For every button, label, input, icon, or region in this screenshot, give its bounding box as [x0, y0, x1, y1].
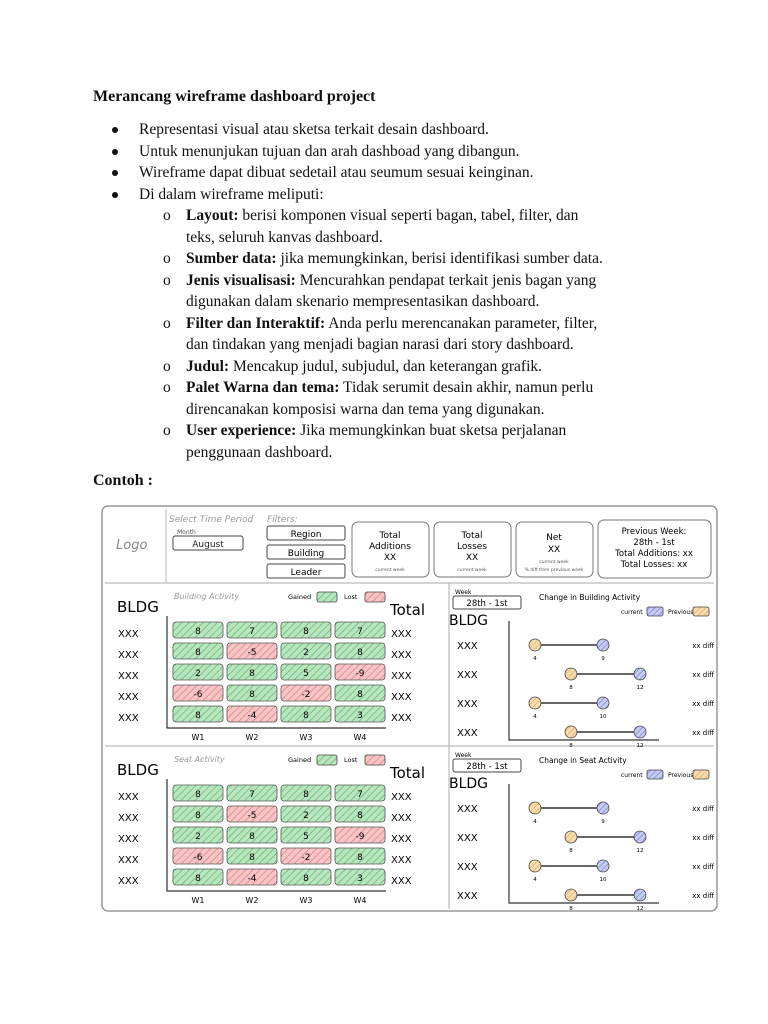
sub-bullet-user-experience: o User experience: Jika memungkinkan buat sketsa perjalanan penggunaan dashboard. [163, 422, 567, 461]
grid-cell-value: 8 [195, 790, 201, 800]
dumbbell-previous-point [529, 639, 541, 651]
grid-cell-value: -5 [247, 811, 257, 821]
grid-cell-value: -2 [301, 853, 311, 863]
grid-cell-value: 2 [303, 811, 309, 821]
total-label: Total [390, 764, 426, 782]
row-label: XXX [118, 671, 139, 682]
logo: Logo [116, 538, 148, 553]
kpi-text: Additions [369, 542, 411, 552]
legend-lost: Lost [344, 593, 358, 601]
dumbbell-tick: 4 [533, 714, 537, 720]
grid-cell-value: 2 [195, 832, 201, 842]
grid-cell-value: -9 [355, 832, 365, 842]
week-label: W3 [299, 896, 313, 905]
diff-label: xx diff [692, 892, 714, 900]
legend-gained-swatch [317, 755, 337, 765]
kpi-text: XX [547, 545, 561, 555]
grid-cell-value: -2 [301, 690, 311, 700]
filter-building-label: Building [287, 549, 325, 559]
legend-gained: Gained [288, 756, 312, 764]
grid-cell-value: 8 [357, 690, 363, 700]
kpi-sub: % diff from previous week [524, 568, 584, 573]
kpi-text: Total [461, 531, 483, 541]
dumbbell-previous-point [565, 668, 577, 680]
dumbbell-tick: 12 [636, 848, 644, 854]
diff-label: xx diff [692, 805, 714, 813]
dumbbell-previous-point [529, 802, 541, 814]
grid-cell-value: 8 [303, 874, 309, 884]
prev-week-text: Total Losses: xx [620, 560, 688, 570]
row-label: XXX [457, 699, 478, 710]
kpi-text: Total [379, 531, 401, 541]
diff-label: xx diff [692, 671, 714, 679]
dumbbell-tick: 4 [533, 819, 537, 825]
legend-current-swatch [647, 770, 663, 779]
grid-cell-value: 8 [357, 811, 363, 821]
example-heading: Contoh : [93, 472, 154, 489]
kpi-sub: current week [539, 560, 569, 565]
dumbbell-tick: 8 [569, 848, 573, 854]
grid-cell-value: 8 [303, 711, 309, 721]
grid-cell-value: 5 [303, 669, 309, 679]
row-label: XXX [118, 834, 139, 845]
diff-label: xx diff [692, 700, 714, 708]
dumbbell-current-point [634, 668, 646, 680]
legend-lost-swatch [365, 755, 385, 765]
sub-bullet-sumber-data: o Sumber data: jika memungkinkan, berisi identifikasi sumber data. [163, 250, 603, 267]
dumbbell-tick: 4 [533, 877, 537, 883]
grid-cell-value: 8 [357, 648, 363, 658]
legend-previous: Previous [668, 772, 694, 779]
dumbbell-tick: 9 [601, 819, 605, 825]
grid-cell-value: 8 [357, 853, 363, 863]
kpi-text: XX [465, 553, 479, 563]
legend-previous-swatch [693, 607, 709, 616]
legend-current: current [621, 609, 643, 616]
grid-cell-value: -9 [355, 669, 365, 679]
grid-cell-value: 8 [195, 874, 201, 884]
row-label: XXX [118, 629, 139, 640]
grid-cell-value: 7 [249, 627, 255, 637]
week-label: W4 [353, 896, 367, 905]
bullet-item: Di dalam wireframe meliputi: [93, 184, 713, 206]
sub-bullet-layout: o Layout: berisi komponen visual seperti bagan, tabel, filter, dan teks, seluruh kanvas dashboard. [163, 207, 579, 246]
dumbbell-tick: 8 [569, 906, 573, 912]
legend-gained-swatch [317, 592, 337, 602]
dumbbell-current-point [597, 697, 609, 709]
grid-cell-value: 8 [249, 853, 255, 863]
row-total-label: XXX [391, 876, 412, 887]
dumbbell-tick: 8 [569, 743, 573, 749]
row-total-label: XXX [391, 671, 412, 682]
legend-previous-swatch [693, 770, 709, 779]
dumbbell-previous-point [529, 860, 541, 872]
bldg-label: BLDG [117, 761, 159, 779]
sub-bullet-judul: o Judul: Mencakup judul, subjudul, dan keterangan grafik. [163, 357, 543, 375]
row-label: XXX [118, 876, 139, 887]
grid-cell-value: 8 [195, 648, 201, 658]
bldg-label: BLDG [117, 598, 159, 616]
grid-cell-value: 8 [249, 690, 255, 700]
dumbbell-tick: 10 [599, 877, 607, 883]
row-label: XXX [457, 891, 478, 902]
grid-cell-value: 8 [195, 811, 201, 821]
dumbbell-tick: 12 [636, 906, 644, 912]
kpi-sub: current week [375, 568, 405, 573]
legend-current-swatch [647, 607, 663, 616]
grid-cell-value: 2 [195, 669, 201, 679]
dumbbell-current-point [597, 639, 609, 651]
row-label: XXX [457, 804, 478, 815]
kpi-text: Losses [457, 542, 487, 552]
sub-bullet-jenis-visualisasi: o Jenis visualisasi: Mencurahkan pendapat terkait jenis bagan yang digunakan dalam skenario mempresentasikan dashboard. [163, 271, 597, 310]
legend-lost: Lost [344, 756, 358, 764]
grid-cell-value: -4 [247, 874, 257, 884]
row-label: XXX [457, 833, 478, 844]
row-label: XXX [118, 692, 139, 703]
kpi-sub: current week [457, 568, 487, 573]
dumbbell-tick: 10 [599, 714, 607, 720]
filters-label: Filters: [267, 515, 298, 525]
diff-label: xx diff [692, 863, 714, 871]
grid-cell-value: 3 [357, 711, 363, 721]
panel-title: Change in Seat Activity [539, 756, 627, 765]
diff-label: xx diff [692, 729, 714, 737]
grid-cell-value: 2 [303, 648, 309, 658]
row-label: XXX [118, 813, 139, 824]
dumbbell-previous-point [565, 726, 577, 738]
week-label: Week [455, 589, 472, 596]
week-label: W1 [191, 733, 205, 742]
document-title: Merancang wireframe dashboard project [93, 88, 376, 105]
grid-cell-value: -6 [193, 853, 203, 863]
dumbbell-current-point [597, 802, 609, 814]
row-total-label: XXX [391, 629, 412, 640]
grid-cell-value: 5 [303, 832, 309, 842]
row-total-label: XXX [391, 692, 412, 703]
grid-cell-value: 8 [195, 711, 201, 721]
dumbbell-current-point [634, 889, 646, 901]
dumbbell-tick: 12 [636, 685, 644, 691]
dumbbell-previous-point [529, 697, 541, 709]
panel-title: Building Activity [174, 592, 240, 601]
legend-previous: Previous [668, 609, 694, 616]
row-label: XXX [457, 862, 478, 873]
grid-cell-value: 3 [357, 874, 363, 884]
legend-lost-swatch [365, 592, 385, 602]
grid-cell-value: 8 [249, 832, 255, 842]
week-label: W3 [299, 733, 313, 742]
wireframe-sketch [101, 505, 718, 912]
row-total-label: XXX [391, 855, 412, 866]
row-total-label: XXX [391, 650, 412, 661]
dumbbell-tick: 9 [601, 656, 605, 662]
row-label: XXX [118, 713, 139, 724]
prev-week-text: Previous Week: [621, 527, 687, 537]
row-label: XXX [457, 641, 478, 652]
prev-week-text: 28th - 1st [633, 538, 675, 548]
dumbbell-current-point [634, 831, 646, 843]
grid-cell-value: 8 [303, 627, 309, 637]
kpi-text: XX [383, 553, 397, 563]
week-value: 28th - 1st [466, 599, 508, 609]
dumbbell-current-point [634, 726, 646, 738]
grid-cell-value: 8 [249, 669, 255, 679]
grid-cell-value: 7 [249, 790, 255, 800]
grid-cell-value: 8 [195, 627, 201, 637]
grid-cell-value: 7 [357, 790, 363, 800]
row-total-label: XXX [391, 792, 412, 803]
grid-cell-value: 7 [357, 627, 363, 637]
dumbbell-current-point [597, 860, 609, 872]
bullet-list [93, 119, 713, 463]
panel-title: Change in Building Activity [539, 593, 641, 602]
grid-cell-value: 8 [303, 790, 309, 800]
panel-title: Seat Activity [174, 755, 225, 764]
row-label: XXX [118, 650, 139, 661]
diff-label: xx diff [692, 642, 714, 650]
row-total-label: XXX [391, 813, 412, 824]
dumbbell-tick: 4 [533, 656, 537, 662]
grid-cell-value: -4 [247, 711, 257, 721]
select-time-label: Select Time Period [169, 515, 254, 525]
dumbbell-tick: 8 [569, 685, 573, 691]
bullet-item: Untuk menunjukan tujuan dan arah dashboad yang dibangun. [93, 141, 713, 163]
bullet-item: Wireframe dapat dibuat sedetail atau seumum sesuai keinginan. [93, 162, 713, 184]
month-label: Month [177, 529, 196, 536]
bldg-label: BLDG [449, 776, 489, 792]
week-value: 28th - 1st [466, 762, 508, 772]
month-value: August [192, 540, 224, 550]
bullet-item: Representasi visual atau sketsa terkait desain dashboard. [93, 119, 713, 141]
sub-bullet-filter: o Filter dan Interaktif: Anda perlu merencanakan parameter, filter, dan tindakan yang menjadi bagian narasi dari story dashboard. [163, 314, 598, 353]
filter-leader-label: Leader [290, 568, 322, 578]
dumbbell-previous-point [565, 889, 577, 901]
sub-bullet-palet: o Palet Warna dan tema: Tidak serumit desain akhir, namun perlu direncanakan komposisi warna dan tema yang digunakan. [163, 379, 594, 418]
week-label: W1 [191, 896, 205, 905]
prev-week-text: Total Additions: xx [615, 549, 693, 559]
grid-cell-value: -5 [247, 648, 257, 658]
dumbbell-previous-point [565, 831, 577, 843]
row-label: XXX [457, 728, 478, 739]
diff-label: xx diff [692, 834, 714, 842]
week-label: W2 [245, 733, 259, 742]
row-label: XXX [118, 855, 139, 866]
legend-gained: Gained [288, 593, 312, 601]
week-label: Week [455, 752, 472, 759]
grid-cell-value: -6 [193, 690, 203, 700]
dumbbell-tick: 12 [636, 743, 644, 749]
total-label: Total [390, 601, 426, 619]
filter-region-label: Region [290, 530, 322, 540]
kpi-text: Net [546, 533, 562, 543]
week-label: W2 [245, 896, 259, 905]
row-label: XXX [457, 670, 478, 681]
row-label: XXX [118, 792, 139, 803]
row-total-label: XXX [391, 713, 412, 724]
week-label: W4 [353, 733, 367, 742]
row-total-label: XXX [391, 834, 412, 845]
legend-current: current [621, 772, 643, 779]
bldg-label: BLDG [449, 613, 489, 629]
